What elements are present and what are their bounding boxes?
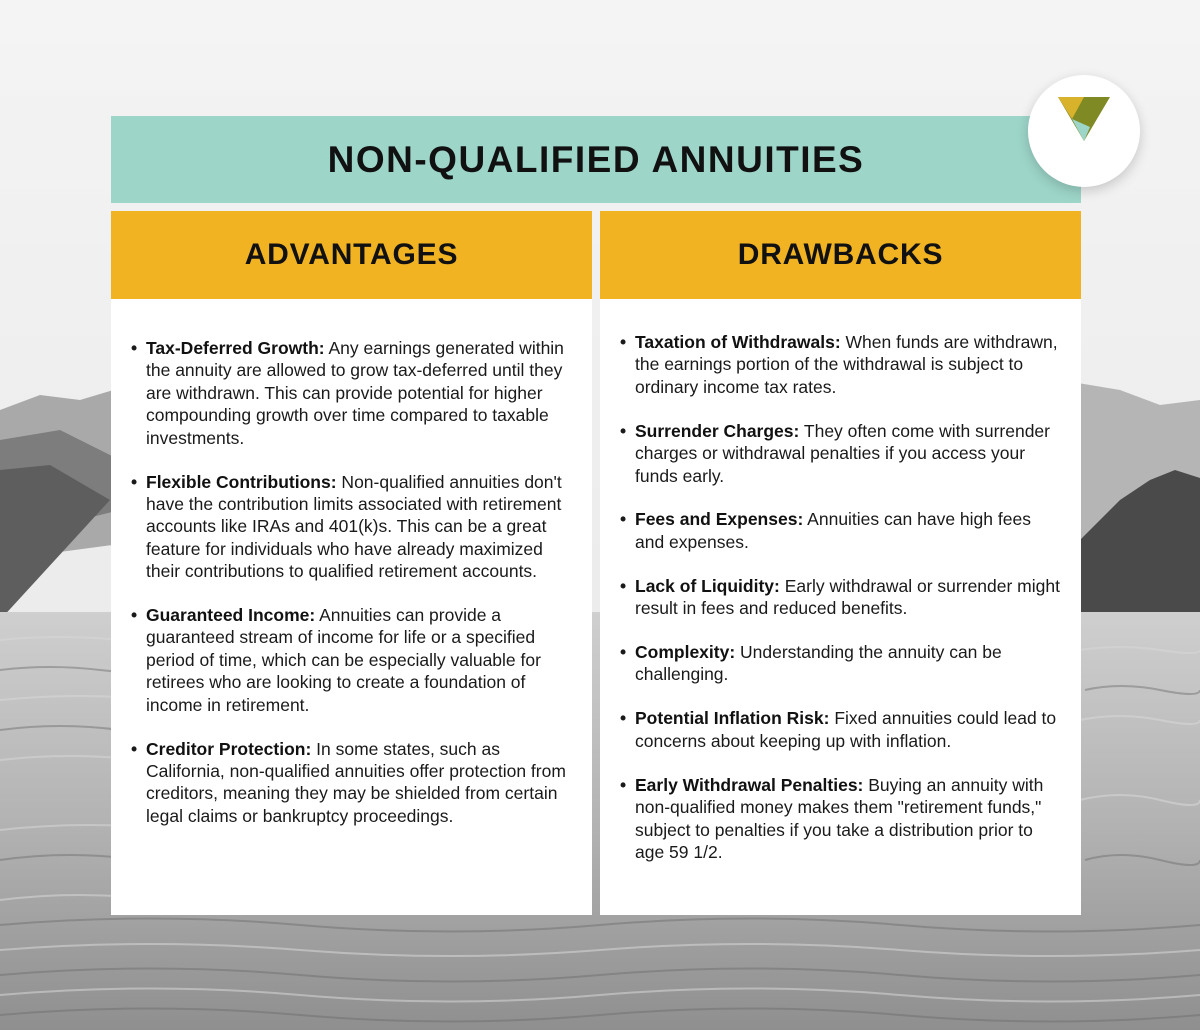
logo-triangle-icon xyxy=(1028,75,1140,187)
list-item xyxy=(131,337,574,449)
list-item xyxy=(620,641,1063,686)
item-label: Creditor Protection: xyxy=(146,738,312,759)
item-text: Buying an annuity with non-qualified money makes them "retirement funds," subject to penalties if you take a distribution prior to age 59 1/2. xyxy=(635,774,1044,862)
item-label: Flexible Contributions: xyxy=(146,471,337,492)
item-text: Any earnings generated within the annuity are allowed to grow tax-deferred until they are withdrawn. This can provide potential for higher compounding growth over time compared to taxable investments. xyxy=(146,338,564,448)
list-item xyxy=(131,604,574,716)
list-item xyxy=(620,575,1063,620)
list-item xyxy=(620,707,1063,752)
drawbacks-header xyxy=(600,211,1081,299)
item-text: In some states, such as California, non-qualified annuities offer protection from creditors, meaning they may be shielded from certain legal claims or bankruptcy proceedings. xyxy=(146,738,566,826)
item-label: Guaranteed Income: xyxy=(146,605,316,626)
list-item xyxy=(131,738,574,828)
item-text: Understanding the annuity can be challenging. xyxy=(635,642,1002,685)
list-item xyxy=(620,331,1063,398)
list-item xyxy=(620,508,1063,553)
drawbacks-heading: DRAWBACKS xyxy=(737,238,944,271)
list-item xyxy=(131,471,574,583)
drawbacks-column xyxy=(600,211,1081,915)
logo xyxy=(1028,75,1140,187)
item-label: Lack of Liquidity: xyxy=(635,575,780,596)
item-text: Early withdrawal or surrender might result in fees and reduced benefits. xyxy=(635,575,1060,619)
item-label: Potential Inflation Risk: xyxy=(635,708,830,729)
item-text: They often come with surrender charges or withdrawal penalties if you access your funds early. xyxy=(635,420,1050,486)
advantages-header xyxy=(111,211,592,299)
drawbacks-list xyxy=(620,331,1063,863)
item-label: Fees and Expenses: xyxy=(635,509,804,530)
advantages-list xyxy=(131,337,574,827)
title-banner xyxy=(111,116,1081,203)
item-text: Annuities can have high fees and expenses. xyxy=(635,509,1031,552)
advantages-column xyxy=(111,211,592,915)
item-label: Complexity: xyxy=(635,642,736,663)
item-text: Non-qualified annuities don't have the contribution limits associated with retirement accounts like IRAs and 401(k)s. This can be a great feature for individuals who have already maximized their contributions to qualified retirement accounts. xyxy=(146,471,562,582)
item-text: When funds are withdrawn, the earnings portion of the withdrawal is subject to ordinary income tax rates. xyxy=(635,332,1058,397)
item-label: Taxation of Withdrawals: xyxy=(635,332,841,352)
item-label: Surrender Charges: xyxy=(635,420,800,441)
item-label: Early Withdrawal Penalties: xyxy=(635,774,864,795)
list-item xyxy=(620,774,1063,864)
list-item xyxy=(620,420,1063,487)
advantages-heading: ADVANTAGES xyxy=(244,238,459,271)
item-text: Annuities can provide a guaranteed stream of income for life or a specified period of time, which can be especially valuable for retirees who are looking to create a foundation of income in retirement. xyxy=(146,605,541,715)
item-text: Fixed annuities could lead to concerns about keeping up with inflation. xyxy=(635,708,1057,751)
item-label: Tax-Deferred Growth: xyxy=(146,338,325,358)
page-title: NON-QUALIFIED ANNUITIES xyxy=(327,138,865,180)
